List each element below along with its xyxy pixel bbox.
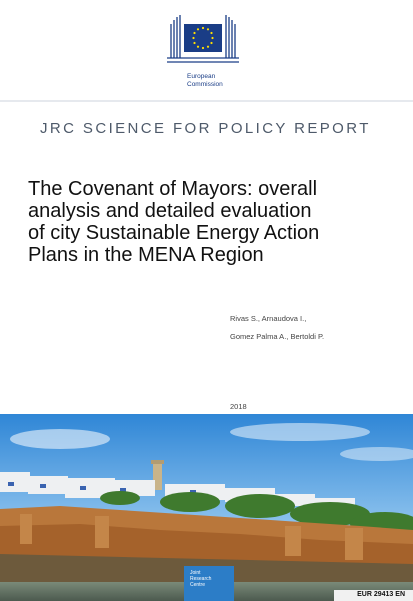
org-line-2: Commission bbox=[187, 80, 223, 88]
european-commission-wordmark bbox=[187, 73, 247, 88]
title-line-4: Plans in the MENA Region bbox=[28, 244, 264, 266]
jrc-line-2: Research bbox=[190, 576, 212, 582]
title-line-3: of city Sustainable Energy Action bbox=[28, 222, 320, 244]
report-series: JRC SCIENCE FOR POLICY REPORT bbox=[40, 120, 371, 137]
jrc-line-1: Joint bbox=[190, 570, 201, 576]
jrc-wordmark bbox=[190, 570, 211, 588]
authors-line-2: Gomez Palma A., Bertoldi P. bbox=[230, 332, 325, 341]
cover-header bbox=[0, 0, 413, 100]
title-line-1: The Covenant of Mayors: overall bbox=[28, 178, 318, 200]
report-title bbox=[28, 178, 388, 266]
title-line-2: analysis and detailed evaluation bbox=[28, 200, 312, 222]
report-number-box bbox=[334, 590, 413, 601]
org-line-1: European bbox=[187, 73, 216, 80]
authors-line-1: Rivas S., Arnaudova I., bbox=[230, 314, 307, 323]
report-number: EUR 29413 EN bbox=[357, 591, 405, 598]
jrc-line-3: Centre bbox=[190, 582, 206, 588]
header-divider bbox=[0, 100, 413, 102]
author-list bbox=[230, 310, 324, 346]
publication-year: 2018 bbox=[230, 402, 247, 411]
